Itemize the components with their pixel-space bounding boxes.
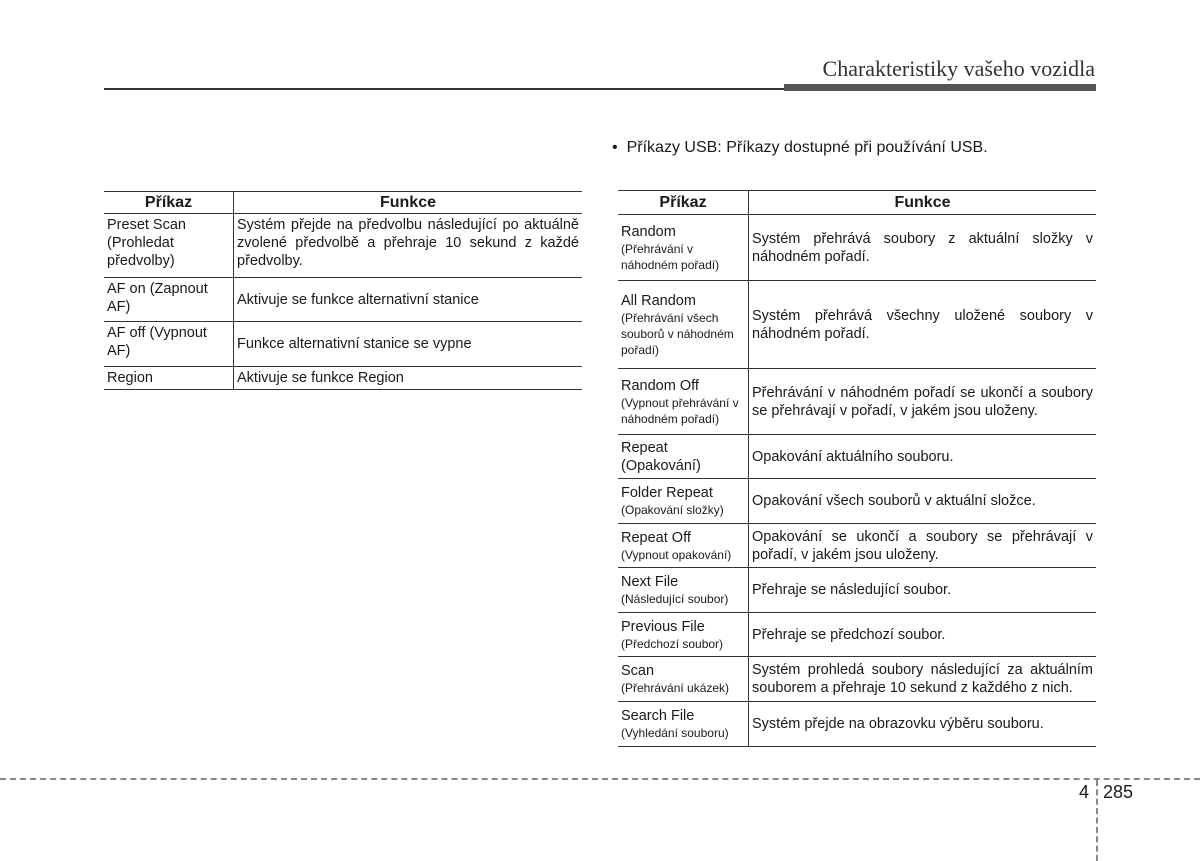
command-translation: (Opakování složky) — [621, 503, 724, 517]
table-row — [618, 369, 1096, 435]
table-row — [104, 367, 582, 390]
command-name: Previous File — [621, 618, 705, 635]
command-name: Next File — [621, 574, 679, 590]
command-name: All Random — [621, 292, 696, 309]
command-cell — [618, 568, 749, 613]
command-translation: (Přehrávání ukázek) — [621, 681, 730, 695]
function-cell: Opakování aktuálního souboru. — [749, 435, 1097, 479]
column-header-function: Funkce — [749, 191, 1097, 215]
command-translation: (Následující soubor) — [621, 592, 729, 606]
page-number: 285 — [1103, 782, 1134, 802]
column-header-function: Funkce — [234, 192, 583, 214]
command-cell — [618, 369, 749, 435]
command-cell — [618, 702, 749, 747]
function-cell: Aktivuje se funkce alternativní stanice — [234, 278, 583, 322]
table-row — [618, 524, 1096, 568]
table-row — [618, 568, 1096, 613]
command-cell — [618, 657, 749, 702]
table-row — [618, 281, 1096, 369]
command-name: Repeat — [621, 439, 668, 456]
function-cell: Systém přehrává všechny uložené soubory v náhodném pořadí. — [749, 281, 1097, 369]
function-cell: Funkce alternativní stanice se vypne — [234, 322, 583, 367]
table-row — [104, 322, 582, 367]
command-cell: Region — [104, 367, 234, 390]
function-cell: Přehraje se předchozí soubor. — [749, 613, 1097, 657]
function-cell: Systém přehrává soubory z aktuální složky v náhodném pořadí. — [749, 215, 1097, 281]
header-rule-thin — [104, 88, 784, 90]
table-row — [618, 479, 1096, 524]
command-name: Folder Repeat — [621, 485, 713, 501]
command-cell — [618, 479, 749, 524]
command-translation: (Vypnout přehrávání v náhodném pořadí) — [621, 395, 739, 426]
function-cell: Aktivuje se funkce Region — [234, 367, 583, 390]
command-cell — [618, 215, 749, 281]
function-cell: Opakování se ukončí a soubory se přehrávají v pořadí, v jakém jsou uloženy. — [749, 524, 1097, 568]
command-translation: (Přehrávání v náhodném pořadí) — [621, 241, 720, 272]
table-row — [618, 435, 1096, 479]
command-cell — [618, 435, 749, 479]
usb-commands-intro — [612, 139, 988, 157]
command-cell — [618, 524, 749, 568]
command-name: Search File — [621, 708, 695, 724]
page-header-title: Charakteristiky vašeho vozidla — [822, 56, 1095, 81]
column-header-command: Příkaz — [104, 192, 234, 214]
column-header-command: Příkaz — [618, 191, 749, 215]
function-cell: Přehrávání v náhodném pořadí se ukončí a soubory se přehrávají v pořadí, v jakém jsou uloženy. — [749, 369, 1097, 435]
table-row — [618, 657, 1096, 702]
command-name: Random — [621, 223, 676, 240]
command-name: Repeat Off — [621, 529, 691, 546]
function-cell: Přehraje se následující soubor. — [749, 568, 1097, 613]
function-cell: Systém prohledá soubory následující za aktuálním souborem a přehraje 10 sekund z každého z nich. — [749, 657, 1097, 702]
table-row — [104, 278, 582, 322]
command-cell: Preset Scan (Prohledat předvolby) — [104, 214, 234, 278]
command-cell: AF off (Vypnout AF) — [104, 322, 234, 367]
chapter-number: 4 — [1079, 782, 1090, 802]
command-cell: AF on (Zapnout AF) — [104, 278, 234, 322]
table-row — [618, 215, 1096, 281]
function-cell: Systém přejde na předvolbu následující po aktuálně zvolené předvolbě a přehraje 10 sekund z každé předvolby. — [234, 214, 583, 278]
table-header-row — [618, 191, 1096, 215]
function-cell: Opakování všech souborů v aktuální složce. — [749, 479, 1097, 524]
command-translation: (Opakování) — [621, 457, 701, 474]
radio-commands-table — [104, 191, 582, 390]
table-row — [618, 613, 1096, 657]
footer-dashed-rule — [0, 778, 1200, 780]
command-cell — [618, 281, 749, 369]
command-name: Random Off — [621, 377, 699, 394]
command-translation: (Vyhledání souboru) — [621, 726, 729, 740]
command-name: Scan — [621, 663, 655, 679]
function-cell: Systém přejde na obrazovku výběru souboru. — [749, 702, 1097, 747]
footer-dashed-divider — [1096, 780, 1098, 861]
command-translation: (Přehrávání všech souborů v náhodném pořadí) — [621, 310, 734, 357]
usb-commands-intro-text: Příkazy USB: Příkazy dostupné při používání USB. — [626, 139, 988, 156]
table-row — [104, 214, 582, 278]
command-translation: (Předchozí soubor) — [621, 636, 724, 651]
header-rule-thick — [784, 84, 1096, 91]
command-translation: (Vypnout opakování) — [621, 547, 732, 562]
command-cell — [618, 613, 749, 657]
table-header-row — [104, 192, 582, 214]
usb-commands-table — [618, 190, 1096, 747]
bullet-icon: • — [612, 139, 618, 156]
table-row — [618, 702, 1096, 747]
